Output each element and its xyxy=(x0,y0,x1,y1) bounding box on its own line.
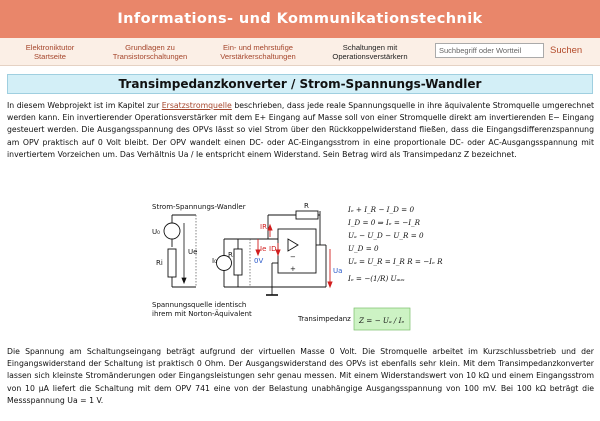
transimpedance-label: Transimpedanz xyxy=(298,315,351,323)
page-title-bar xyxy=(7,74,593,94)
nav-label-line2: Verstärkerschaltungen xyxy=(220,52,296,61)
formula-line-3: Uₐ − U_D − U_R = 0 xyxy=(348,231,424,240)
nav-label-line1: Schaltungen mit xyxy=(342,43,398,52)
caption-line1: Spannungsquelle identisch xyxy=(152,301,247,309)
label-i0: I₀ xyxy=(212,257,217,265)
search-button[interactable]: Suchen xyxy=(550,45,583,56)
outro-paragraph: Die Spannung am Schaltungseingang beträgt aufgrund der virtuellen Masse 0 Volt. Die Stromquelle arbeitet im Kurzschlussbetrieb und der Eingangswiderstand der Schaltung ist praktisch 0 Ohm. Der Ausgangswiderstand des OPVs ist ebenfalls sehr klein. Mit dem Transimpedanzkonverter lassen sich kleinste Stromänderungen oder Eingangsleistungen sehr genau messen. Mit einem Widerstandswert von 10 kΩ und einem Eingangsstrom von 10 µA liefert die Schaltung mit dem OPV 741 eine von der Belastung unabhängige Ausgangsspannung von 100 mV. Bei 100 kΩ beträgt die Messspannung Ua = 1 V. xyxy=(7,347,594,405)
opv-plus-sign: + xyxy=(290,265,296,273)
nav-label-line2: Transistorschaltungen xyxy=(112,52,188,61)
formula-line-4: U_D = 0 xyxy=(348,244,379,253)
label-ua: Ua xyxy=(333,267,343,275)
formula-line-5: Uₐ = U_R = I_R R = −Iₑ R xyxy=(348,257,443,266)
site-banner xyxy=(0,0,600,38)
nav-label-line1: Grundlagen zu xyxy=(125,43,175,52)
nav-label-line2: Operationsverstärkern xyxy=(332,52,408,61)
label-ri-left: Ri xyxy=(156,259,163,267)
intro-text-rest: beschrieben, dass jede reale Spannungsquelle in ihre äquivalente Stromquelle umgerechnet werden kann. Ein invertierender Operationsverstärker mit dem E+ Eingang auf Masse soll von einer Stromquelle direkt am invertierenden E− Eingang gesteuert werden. Die Ausgangsspannung des OPVs lässt so viel Strom über den Rückkoppelwiderstand fließen, dass die Eingangsdifferenzspannung am OPV praktisch auf 0 Volt bleibt. Der OPV wandelt einen DC- oder AC-Eingangsstrom in eine proportionale DC- oder AC-Ausgangsspannung mit invertiertem Vorzeichen um. Das Verhältnis Ua / Ie entspricht einem Widerstand. Sein Betrag wird als Transimpedanz Z bezeichnet. xyxy=(7,101,594,159)
circuit-figure xyxy=(148,199,453,339)
intro-text-start: In diesem Webprojekt ist im Kapitel zur xyxy=(7,101,162,110)
nav-item-transistorschaltungen[interactable] xyxy=(100,40,200,64)
z-formula: Z = − Uₐ / Iₑ xyxy=(359,316,405,325)
label-u0: U₀ xyxy=(152,228,160,236)
label-r: R xyxy=(304,202,309,210)
figure-title: Strom-Spannungs-Wandler xyxy=(152,203,246,211)
caption-line2: ihrem mit Norton-Äquivalent xyxy=(152,310,252,318)
formula-line-6: Iₑ = −(1/R) Uₐᵤₛ xyxy=(348,274,405,283)
label-id: ID xyxy=(269,245,277,253)
nav-item-verstaerkerschaltungen[interactable] xyxy=(206,40,310,64)
nav-label-line1: Ein- und mehrstufige xyxy=(222,43,294,52)
label-ie: Ie xyxy=(260,245,267,253)
page-title: Transimpedanzkonverter / Strom-Spannungs-Wandler xyxy=(118,77,482,91)
site-title: Informations- und Kommunikationstechnik xyxy=(117,11,483,27)
opv-minus-sign: − xyxy=(290,253,296,261)
search-input[interactable] xyxy=(435,43,544,58)
nav-label-line2: Startseite xyxy=(33,52,67,61)
formula-line-2: I_D = 0 ⇒ Iₑ = −I_R xyxy=(348,218,421,227)
formula-line-1: Iₑ + I_R − I_D = 0 xyxy=(348,205,415,214)
label-zero-volt: 0V xyxy=(254,257,264,265)
nav-item-startseite[interactable] xyxy=(4,40,96,64)
label-ir: IR xyxy=(260,223,267,231)
nav-label-line1: Elektroniktutor xyxy=(25,43,75,52)
nav-item-operationsverstaerker[interactable] xyxy=(318,40,422,64)
ersatzstromquelle-link[interactable]: Ersatzstromquelle xyxy=(161,101,232,110)
label-ue: Ue xyxy=(188,248,198,256)
intro-paragraph xyxy=(7,100,594,161)
label-ri-mid: Ri xyxy=(228,251,235,259)
